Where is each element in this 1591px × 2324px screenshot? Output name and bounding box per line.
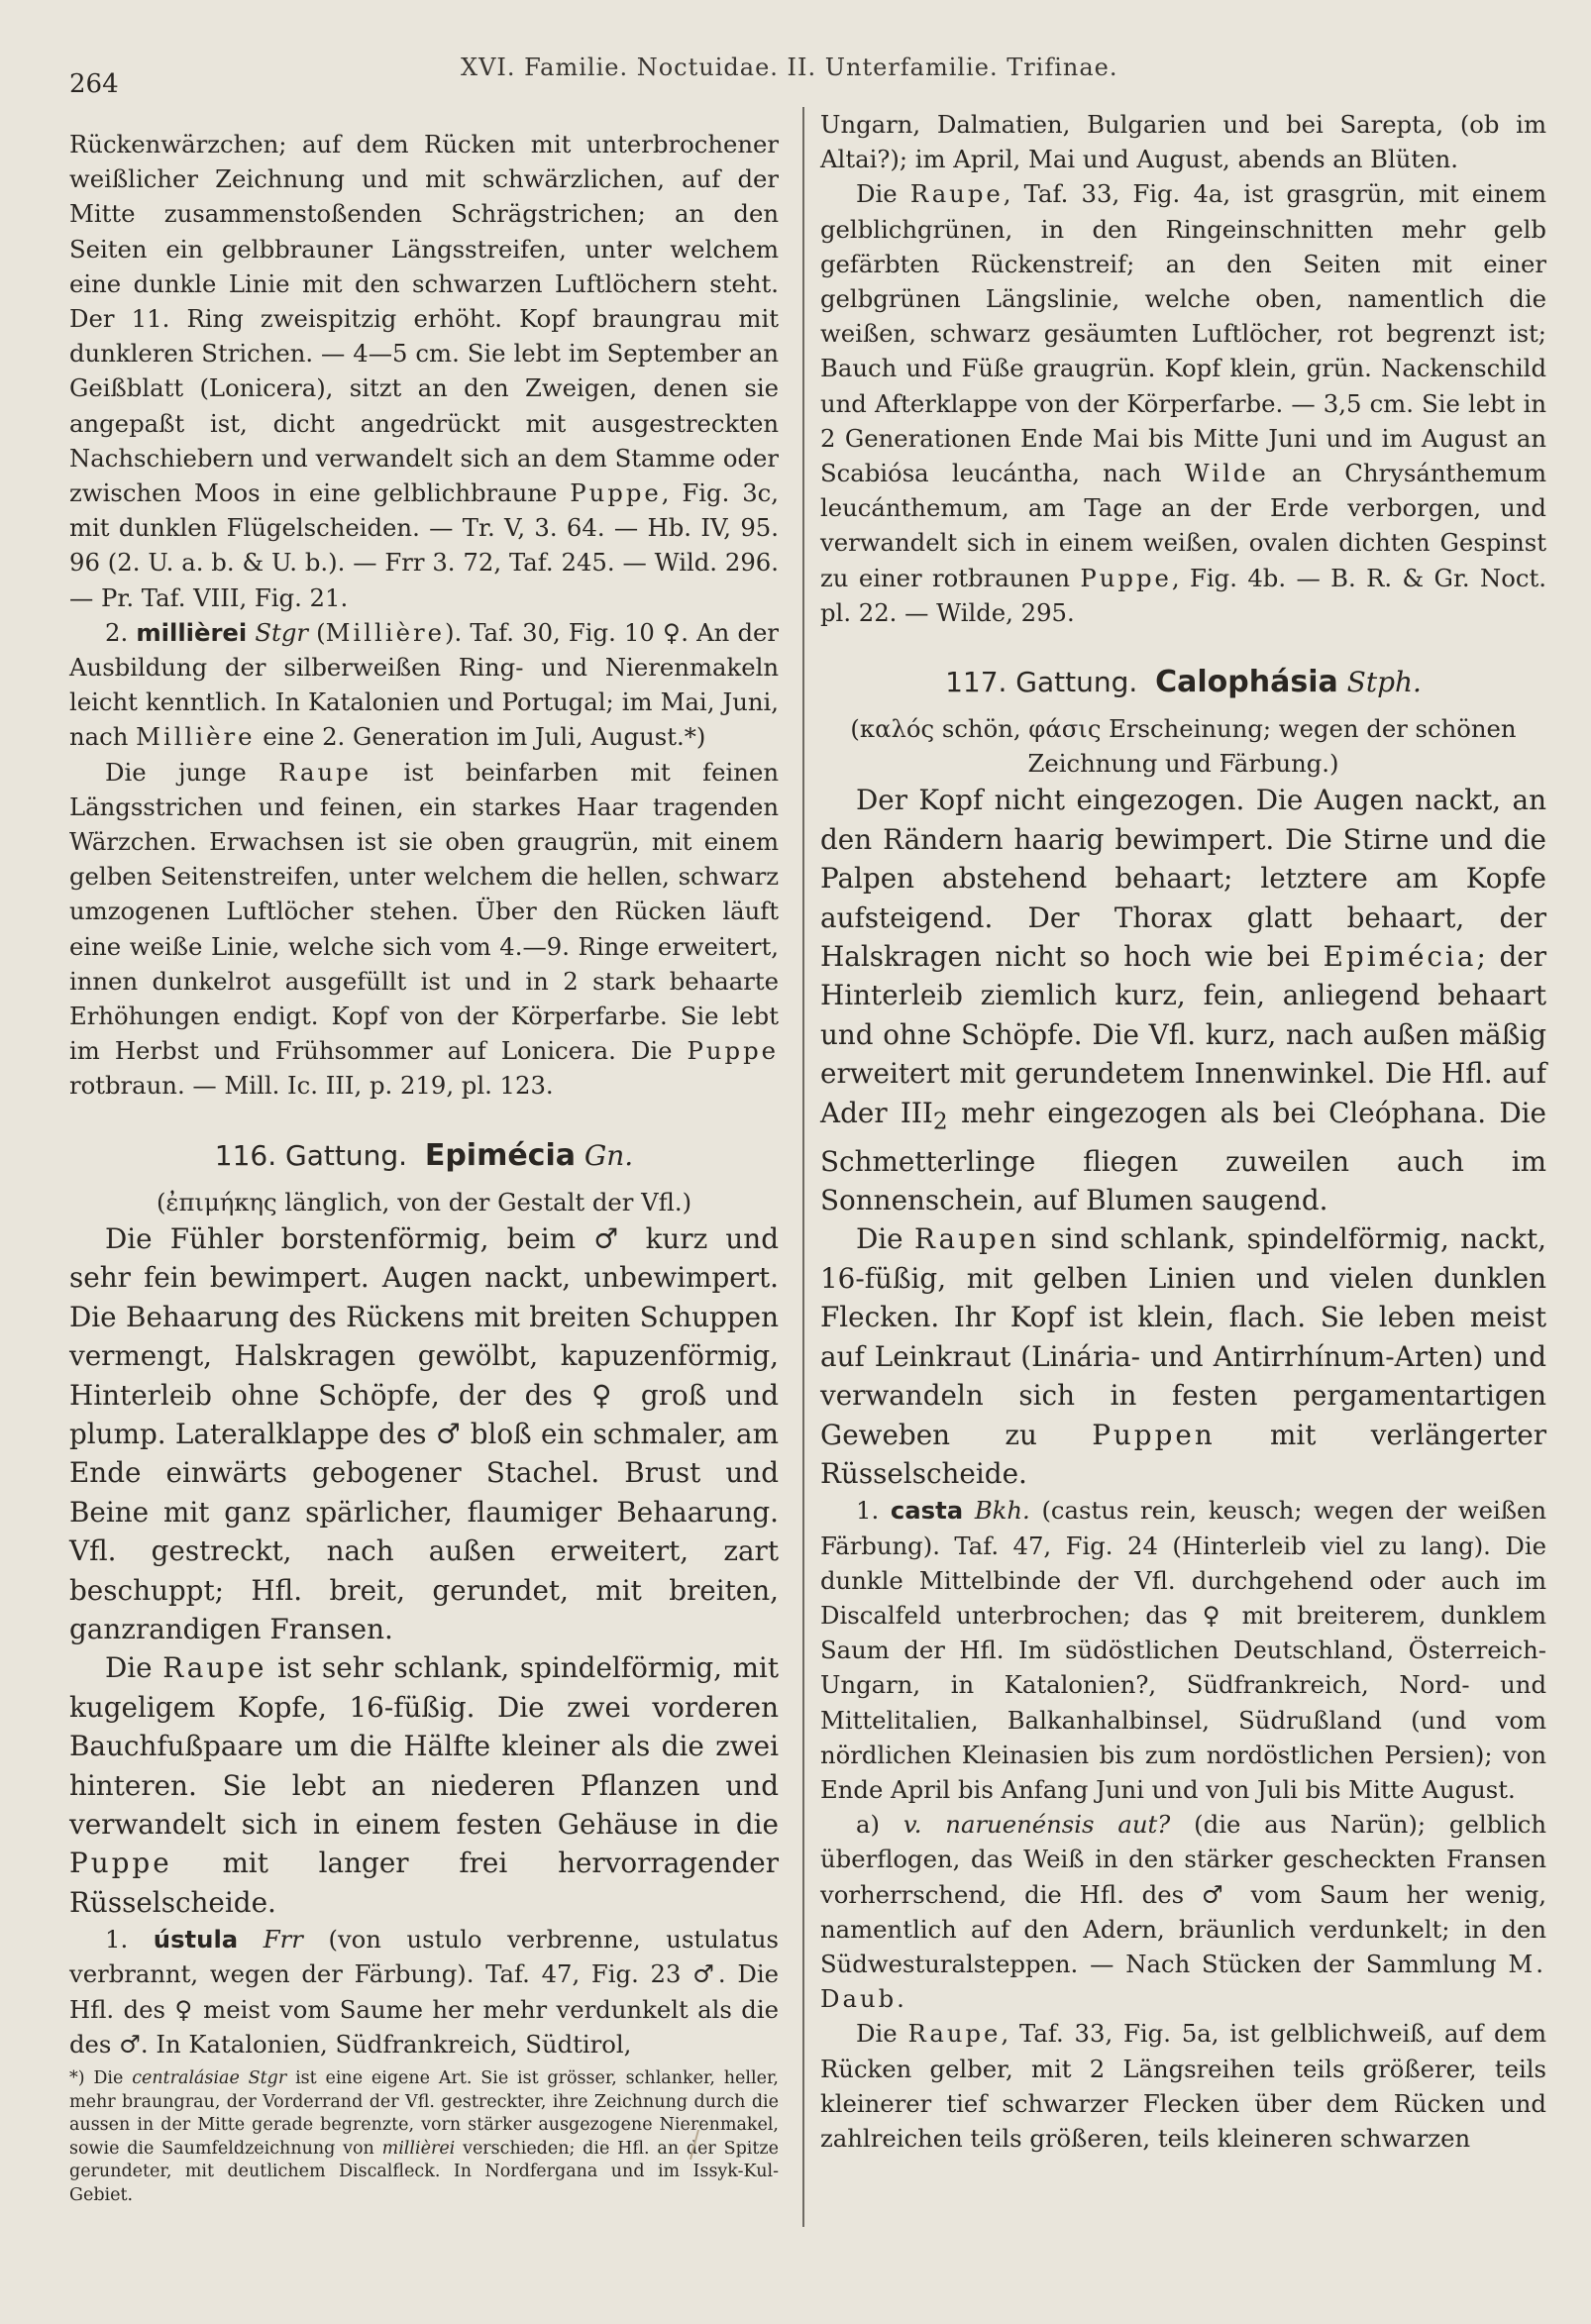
text: (castus rein, keusch; wegen der weißen Färbung). Taf. 47, Fig. 24 (Hinterleib viel zu lang). Die dunkle Mittelbinde der Vfl. durchgehend oder auch im Discalfeld unterbrochen; das ♀ mit breiterem, dunklem Saum der Hfl. Im südöstlichen Deutschland, Österreich-Ungarn, in Katalonien?, Südfrankreich, Nord- und Mittelitalien, Balkanhalbinsel, Südrußland (und vom nördlichen Kleinasien bis zum nordöstlichen Persien); von Ende April bis Anfang Juni und von Juli bis Mitte August. bbox=[820, 1496, 1546, 1804]
spaced-term: Millière bbox=[325, 617, 445, 647]
text: ist beinfarben mit feinen Längsstrichen und feinen, ein starkes Haar tragenden Wärzchen. Erwachsen ist sie oben graugrün, mit einem gelben Seitenstreifen, unter welchem die hellen, schwarz umzogenen Luftlöcher stehen. Über den Rücken läuft eine weiße Linie, welche sich vom 4.—9. Ringe erweitert, innen dunkelrot ausgefüllt ist und in 2 stark behaarte Erhöhungen endigt. Kopf von der Körperfarbe. Sie lebt im Herbst und Frühsommer auf Lonicera. Die bbox=[69, 757, 779, 1066]
text: (die aus Narün); gelblich überflogen, das Weiß in den stärker gescheckten Fransen vorherrschend, die Hfl. des ♂ vom Saum her wenig, namentlich auf den Adern, bräunlich verdunkelt; in den Südwesturalsteppen. — Nach Stücken der Sammlung bbox=[820, 1810, 1546, 1978]
running-header bbox=[69, 52, 1545, 99]
paragraph: Ungarn, Dalmatien, Bulgarien und bei Sarepta, (ob im Altai?); im April, Mai und August, abends an Blüten. bbox=[820, 110, 1546, 174]
species-author: Frr bbox=[263, 1925, 303, 1954]
genus-author: Stph. bbox=[1346, 666, 1422, 699]
genus-name: Epimécia bbox=[424, 1137, 576, 1173]
paragraph bbox=[69, 127, 779, 615]
spaced-term: Puppe bbox=[570, 478, 662, 508]
text: *) Die bbox=[69, 2068, 124, 2089]
paragraph: Die Fühler borstenförmig, beim ♂ kurz und sehr fein bewimpert. Augen nackt, unbewimpert. Die Behaarung des Rückens mit breiten Schuppen vermengt, Halskragen gewölbt, kapuzenförmig, Hinterleib ohne Schöpfe, der des ♀ groß und plump. Lateralklappe des ♂ bloß ein schmaler, am Ende einwärts gebogener Stachel. Brust und Beine mit ganz spärlicher, flaumiger Behaarung. Vfl. gestreckt, nach außen erweitert, zart beschuppt; Hfl. breit, gerundet, mit breiten, ganzrandigen Fransen. bbox=[69, 1221, 779, 1645]
page-number: 264 bbox=[69, 69, 119, 99]
text: ; der Hinterleib ziemlich kurz, fein, anliegend behaart und ohne Schöpfe. Die Vfl. kurz, nach außen mäßig erweitert mit gerundetem Innenwinkel. Die Hfl. auf Ader III bbox=[820, 940, 1546, 1129]
paragraph bbox=[820, 1219, 1546, 1493]
text: an Chrysánthemum leucánthemum, am Tage an der Erde verborgen, und verwandelt sich in einem weißen, ovalen dichten Gespinst zu einer rotbraunen bbox=[820, 459, 1546, 592]
text: Die bbox=[105, 1651, 153, 1685]
species-name: ústula bbox=[153, 1925, 239, 1954]
genus-heading bbox=[69, 1137, 779, 1175]
text: verschieden; die Hfl. an der Spitze gerundeter, mit deutlichem Discalfleck. In Nordfergana und im Issyk-Kul-Gebiet. bbox=[69, 2138, 779, 2205]
paragraph bbox=[820, 2016, 1546, 2156]
column-divider bbox=[802, 107, 804, 2227]
etymology: (καλός schön, φάσις Erscheinung; wegen der schönen Zeichnung und Färbung.) bbox=[850, 714, 1517, 779]
text: ). Taf. 30, Fig. 10 ♀. An der Ausbildung der silberweißen Ring- und Nierenmakeln leicht kenntlich. In Katalonien und Portugal; im Mai, Juni, nach bbox=[69, 617, 779, 752]
text: Die junge bbox=[105, 757, 247, 787]
text: Die bbox=[856, 1222, 903, 1256]
spaced-term: Raupen bbox=[913, 1222, 1040, 1256]
genus-name: Calophásia bbox=[1155, 665, 1338, 700]
species-entry bbox=[69, 615, 779, 755]
paragraph bbox=[69, 755, 779, 1104]
species-entry bbox=[820, 1493, 1546, 1807]
subscript: 2 bbox=[932, 1109, 948, 1135]
text: (von ustulo verbrenne, ustulatus verbrannt, wegen der Färbung). Taf. 47, Fig. 23 ♂. Die Hfl. des ♀ meist vom Saume her mehr verdunkelt als die des ♂. In Katalonien, Südfrankreich, Südtirol, bbox=[69, 1925, 779, 2059]
text: ist eine eigene Art. Sie ist grösser, schlanker, heller, mehr braungrau, der Vorderrand der Vfl. gestreckter, ihre Zeichnung durch die aussen in der Mitte gerade begrenzte, vorn stärker ausgezogene Nierenmakel, sowie die Saumfeldzeichnung von bbox=[69, 2068, 779, 2159]
spaced-term: Raupe bbox=[907, 2019, 1002, 2049]
text: , Taf. 33, Fig. 5a, ist gelblichweiß, auf dem Rücken gelber, mit 2 Längsreihen teils größerer, teils kleinerer tief schwarzer Flecken über dem Rücken und zahlreichen teils größeren, teils kleineren schwarzen bbox=[820, 2019, 1546, 2153]
text: mehr eingezogen als bei Cleóphana. Die Schmetterlinge fliegen zuweilen auch im Sonnenschein, auf Blumen saugend. bbox=[820, 1096, 1546, 1217]
paragraph bbox=[69, 1648, 779, 1922]
text: Der Kopf nicht eingezogen. Die Augen nackt, an den Rändern haarig bewimpert. Die Stirne und die Palpen abstehend behaart; letztere am Kopfe aufsteigend. Der Thorax glatt behaart, der Halskragen nicht so hoch wie bei bbox=[820, 784, 1546, 974]
text: mit langer frei hervorragender Rüsselscheide. bbox=[69, 1847, 779, 1919]
spaced-term: Wilde bbox=[1184, 459, 1269, 488]
running-title: XVI. Familie. Noctuidae. II. Unterfamilie. Trifinae. bbox=[461, 53, 1118, 81]
spaced-term: Puppe bbox=[687, 1036, 779, 1066]
species-name: millièrei bbox=[136, 617, 248, 647]
text: Rückenwärzchen; auf dem Rücken mit unterbrochener weißlicher Zeichnung und mit schwärzlichen, auf der Mitte zusammenstoßenden Schrägstrichen; an den Seiten ein gelbbrauner Längsstreifen, unter welchem eine dunkle Linie mit den schwarzen Luftlöchern steht. Der 11. Ring zweispitzig erhöht. Kopf braungrau mit dunkleren Strichen. — 4—5 cm. Sie lebt im September an Geißblatt (Lonicera), sitzt an den Zweigen, denen sie angepaßt ist, dicht angedrückt mit ausgestreckten Nachschiebern und verwandelt sich an dem Stamme oder zwischen Moos in eine gelblichbraune bbox=[69, 130, 779, 508]
left-column bbox=[69, 127, 779, 2208]
species-author: Stgr bbox=[255, 617, 308, 647]
genus-heading bbox=[820, 664, 1546, 701]
variety-name: v. naruenénsis aut? bbox=[902, 1810, 1171, 1840]
variety-entry bbox=[820, 1807, 1546, 2016]
footnote bbox=[69, 2061, 779, 2208]
right-column bbox=[820, 107, 1546, 2156]
genus-author: Gn. bbox=[583, 1138, 634, 1172]
text: sind schlank, spindelförmig, nackt, 16-füßig, mit gelben Linien und vielen dunklen Flecken. Ihr Kopf ist klein, flach. Sie leben meist auf Leinkraut (Linária- und Antirrhínum-Arten) und verwandeln sich in festen pergamentartigen Geweben zu bbox=[820, 1222, 1546, 1451]
spaced-term: Puppe bbox=[69, 1847, 172, 1880]
text: , Fig. 3c, mit dunklen Flügelscheiden. — Tr. V, 3. 64. — Hb. IV, 95. 96 (2. U. a. b. & U. b.). — Frr 3. 72, Taf. 245. — Wild. 296. — Pr. Taf. VIII, Fig. 21. bbox=[69, 478, 779, 612]
species-author: Bkh. bbox=[974, 1496, 1030, 1526]
species-number: 1. bbox=[856, 1496, 880, 1526]
spaced-term: Epimécia bbox=[1323, 940, 1477, 974]
spaced-term: Puppen bbox=[1092, 1418, 1216, 1451]
text: Die bbox=[856, 2019, 898, 2049]
species-number: 2. bbox=[105, 617, 129, 647]
text: Die bbox=[856, 179, 898, 209]
species-name: casta bbox=[890, 1496, 964, 1526]
genus-number: 116. Gattung. bbox=[214, 1138, 408, 1172]
text: mit verlängerter Rüsselscheide. bbox=[820, 1418, 1546, 1490]
text: . bbox=[897, 1984, 904, 2014]
etymology: (ἐπιμήκης länglich, von der Gestalt der Vfl.) bbox=[156, 1187, 692, 1216]
text: ( bbox=[316, 617, 326, 647]
spaced-term: Raupe bbox=[909, 179, 1004, 209]
spaced-term: Raupe bbox=[278, 757, 372, 787]
text: eine 2. Generation im Juli, August.*) bbox=[263, 722, 706, 752]
paragraph bbox=[820, 781, 1546, 1219]
text: , Fig. 4b. — B. R. & Gr. Noct. pl. 22. — Wilde, 295. bbox=[820, 563, 1546, 627]
spaced-term: M. Daub bbox=[820, 1949, 1546, 2014]
text: ist sehr schlank, spindelförmig, mit kugeligem Kopfe, 16-füßig. Die zwei vorderen Bauchfußpaare um die Hälfte kleiner als die zwei hinteren. Sie lebt an niederen Pflanzen und verwandelt sich in einem festen Gehäuse in die bbox=[69, 1651, 779, 1841]
text: , Taf. 33, Fig. 4a, ist grasgrün, mit einem gelblichgrünen, in den Ringeinschnitten mehr gelb gefärbten Rückenstreif; an den Seiten mit einer gelbgrünen Längslinie, welche oben, namentlich die weißen, schwarz gesäumten Luftlöcher, rot begrenzt ist; Bauch und Füße graugrün. Kopf klein, grün. Nackenschild und Afterklappe von der Körperfarbe. — 3,5 cm. Sie lebt in 2 Generationen Ende Mai bis Mitte Juni und im August an Scabiósa leucántha, nach bbox=[820, 179, 1546, 488]
text: a) bbox=[856, 1810, 880, 1840]
species-number: 1. bbox=[105, 1925, 129, 1954]
paragraph bbox=[820, 176, 1546, 630]
text: rotbraun. — Mill. Ic. III, p. 219, pl. 123. bbox=[69, 1071, 554, 1101]
spaced-term: Millière bbox=[136, 722, 256, 752]
species-entry bbox=[69, 1922, 779, 2061]
spaced-term: Raupe bbox=[162, 1651, 267, 1685]
genus-number: 117. Gattung. bbox=[945, 666, 1138, 699]
italic-term: millièrei bbox=[381, 2138, 456, 2159]
italic-term: centralásiae Stgr bbox=[132, 2068, 287, 2089]
spaced-term: Puppe bbox=[1080, 563, 1172, 592]
